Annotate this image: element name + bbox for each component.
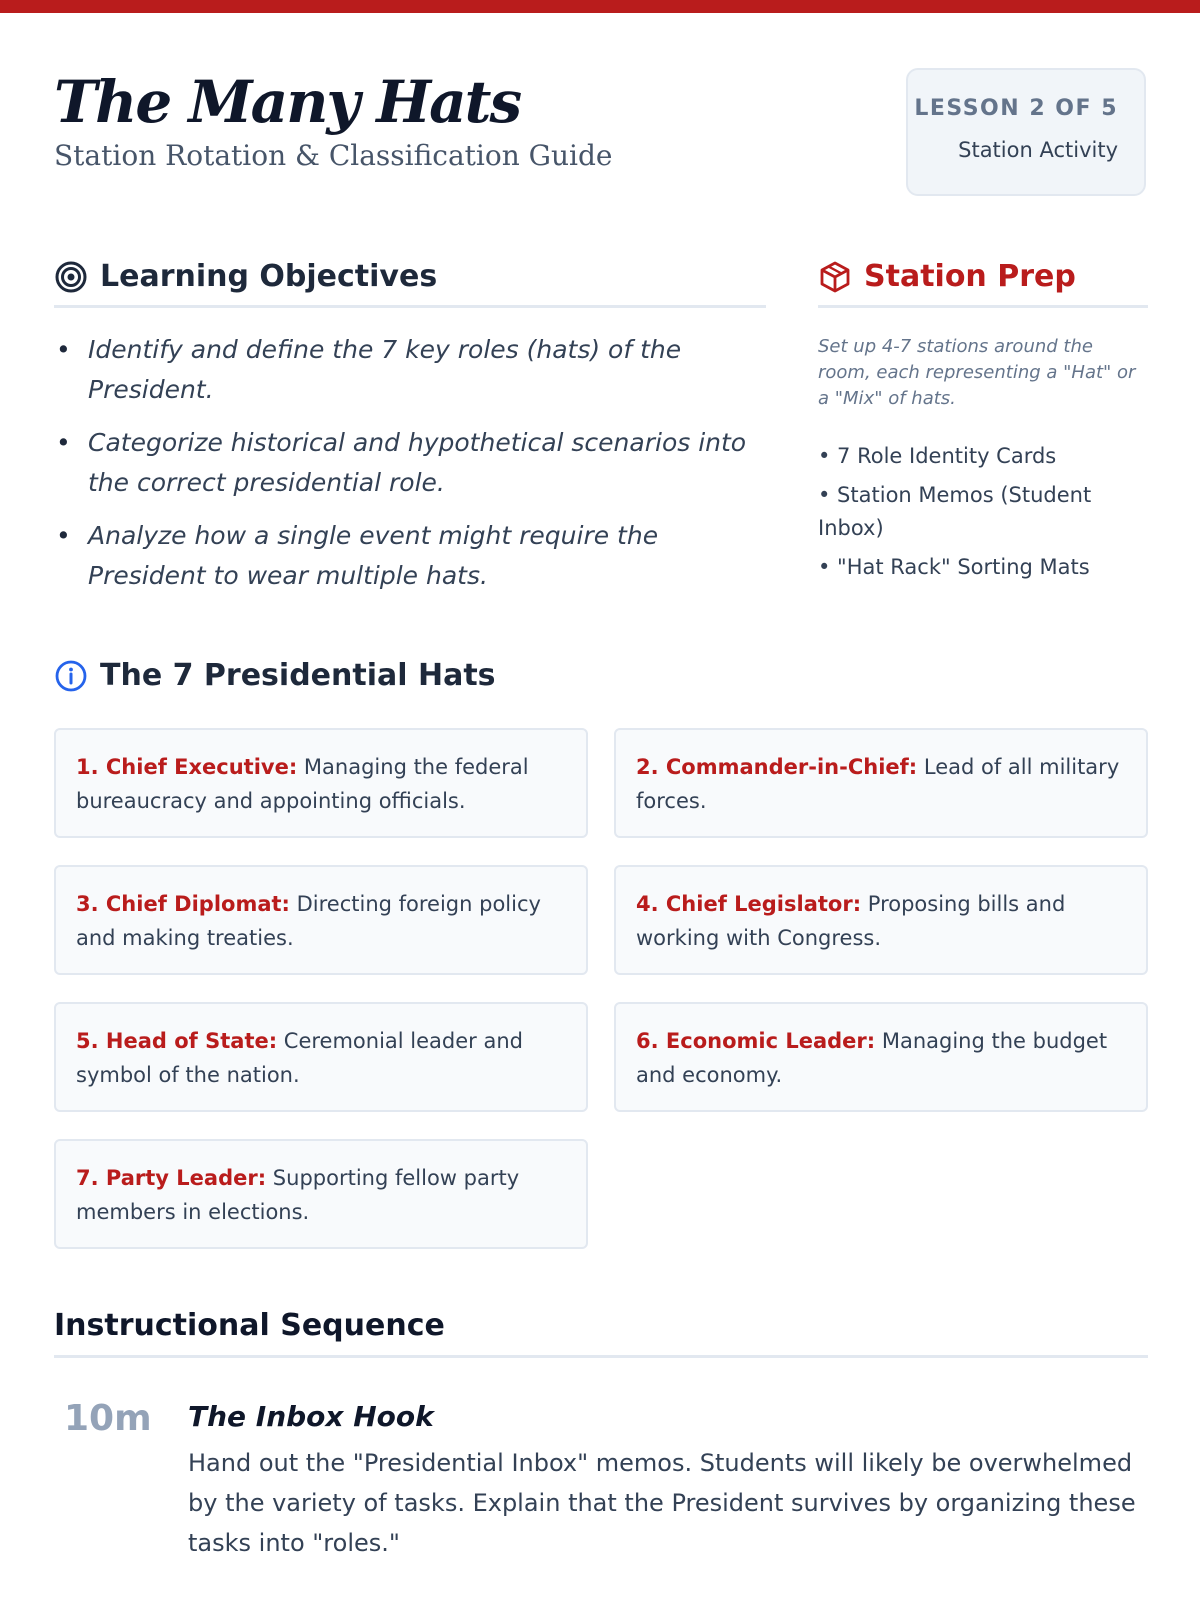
target-icon	[54, 260, 88, 294]
hat-card	[614, 1002, 1148, 1112]
prep-list	[818, 440, 1148, 590]
hat-card	[54, 1002, 588, 1112]
page-subtitle: Station Rotation & Classification Guide	[54, 139, 613, 172]
hat-name: 6. Economic Leader:	[636, 1029, 876, 1053]
lesson-type: Station Activity	[958, 138, 1118, 162]
page-title: The Many Hats	[54, 68, 521, 136]
hat-description: Supporting fellow party members in elections.	[76, 1166, 520, 1224]
objectives-list	[54, 330, 766, 609]
lesson-badge	[906, 68, 1146, 196]
hat-description: Ceremonial leader and symbol of the nation.	[76, 1029, 523, 1087]
step-title: The Inbox Hook	[188, 1400, 434, 1433]
hat-card	[54, 728, 588, 838]
hats-title: The 7 Presidential Hats	[100, 658, 496, 693]
prep-title: Station Prep	[864, 259, 1076, 294]
hat-card	[614, 865, 1148, 975]
hat-description: Directing foreign policy and making treaties.	[76, 892, 541, 950]
objectives-title: Learning Objectives	[100, 259, 438, 294]
hat-name: 3. Chief Diplomat:	[76, 892, 290, 916]
hat-name: 1. Chief Executive:	[76, 755, 298, 779]
prep-item: • 7 Role Identity Cards	[818, 444, 1057, 468]
hat-description: Managing the federal bureaucracy and appointing officials.	[76, 755, 529, 813]
hats-heading	[54, 658, 496, 693]
objective-item: • Categorize historical and hypothetical scenarios into the correct presidential role.	[54, 423, 766, 503]
prep-heading	[818, 248, 1148, 308]
hat-name: 7. Party Leader:	[76, 1166, 267, 1190]
prep-item: • "Hat Rack" Sorting Mats	[818, 555, 1090, 579]
objectives-heading	[54, 248, 766, 308]
info-icon	[54, 659, 88, 693]
step-description: Hand out the "Presidential Inbox" memos. Students will likely be overwhelmed by the variety of tasks. Explain that the President survives by organizing these tasks into "roles."	[188, 1449, 1136, 1557]
hat-description: Managing the budget and economy.	[636, 1029, 1108, 1087]
hat-name: 2. Commander-in-Chief:	[636, 755, 918, 779]
objective-item: • Analyze how a single event might require the President to wear multiple hats.	[54, 516, 766, 596]
box-icon	[818, 260, 852, 294]
hat-description: Lead of all military forces.	[636, 755, 1120, 813]
hat-description: Proposing bills and working with Congress.	[636, 892, 1066, 950]
sequence-title: Instructional Sequence	[54, 1308, 445, 1343]
hat-name: 5. Head of State:	[76, 1029, 278, 1053]
hat-card	[54, 1139, 588, 1249]
hat-name: 4. Chief Legislator:	[636, 892, 862, 916]
sequence-heading	[54, 1296, 1148, 1358]
top-accent-bar	[0, 0, 1200, 13]
hat-card	[614, 728, 1148, 838]
prep-intro: Set up 4-7 stations around the room, each representing a "Hat" or a "Mix" of hats.	[818, 336, 1136, 409]
step-duration: 10m	[64, 1398, 152, 1439]
prep-item: • Station Memos (Student Inbox)	[818, 483, 1092, 540]
lesson-number: LESSON 2 OF 5	[914, 96, 1118, 121]
hat-card	[54, 865, 588, 975]
objective-item: • Identify and define the 7 key roles (hats) of the President.	[54, 330, 766, 410]
